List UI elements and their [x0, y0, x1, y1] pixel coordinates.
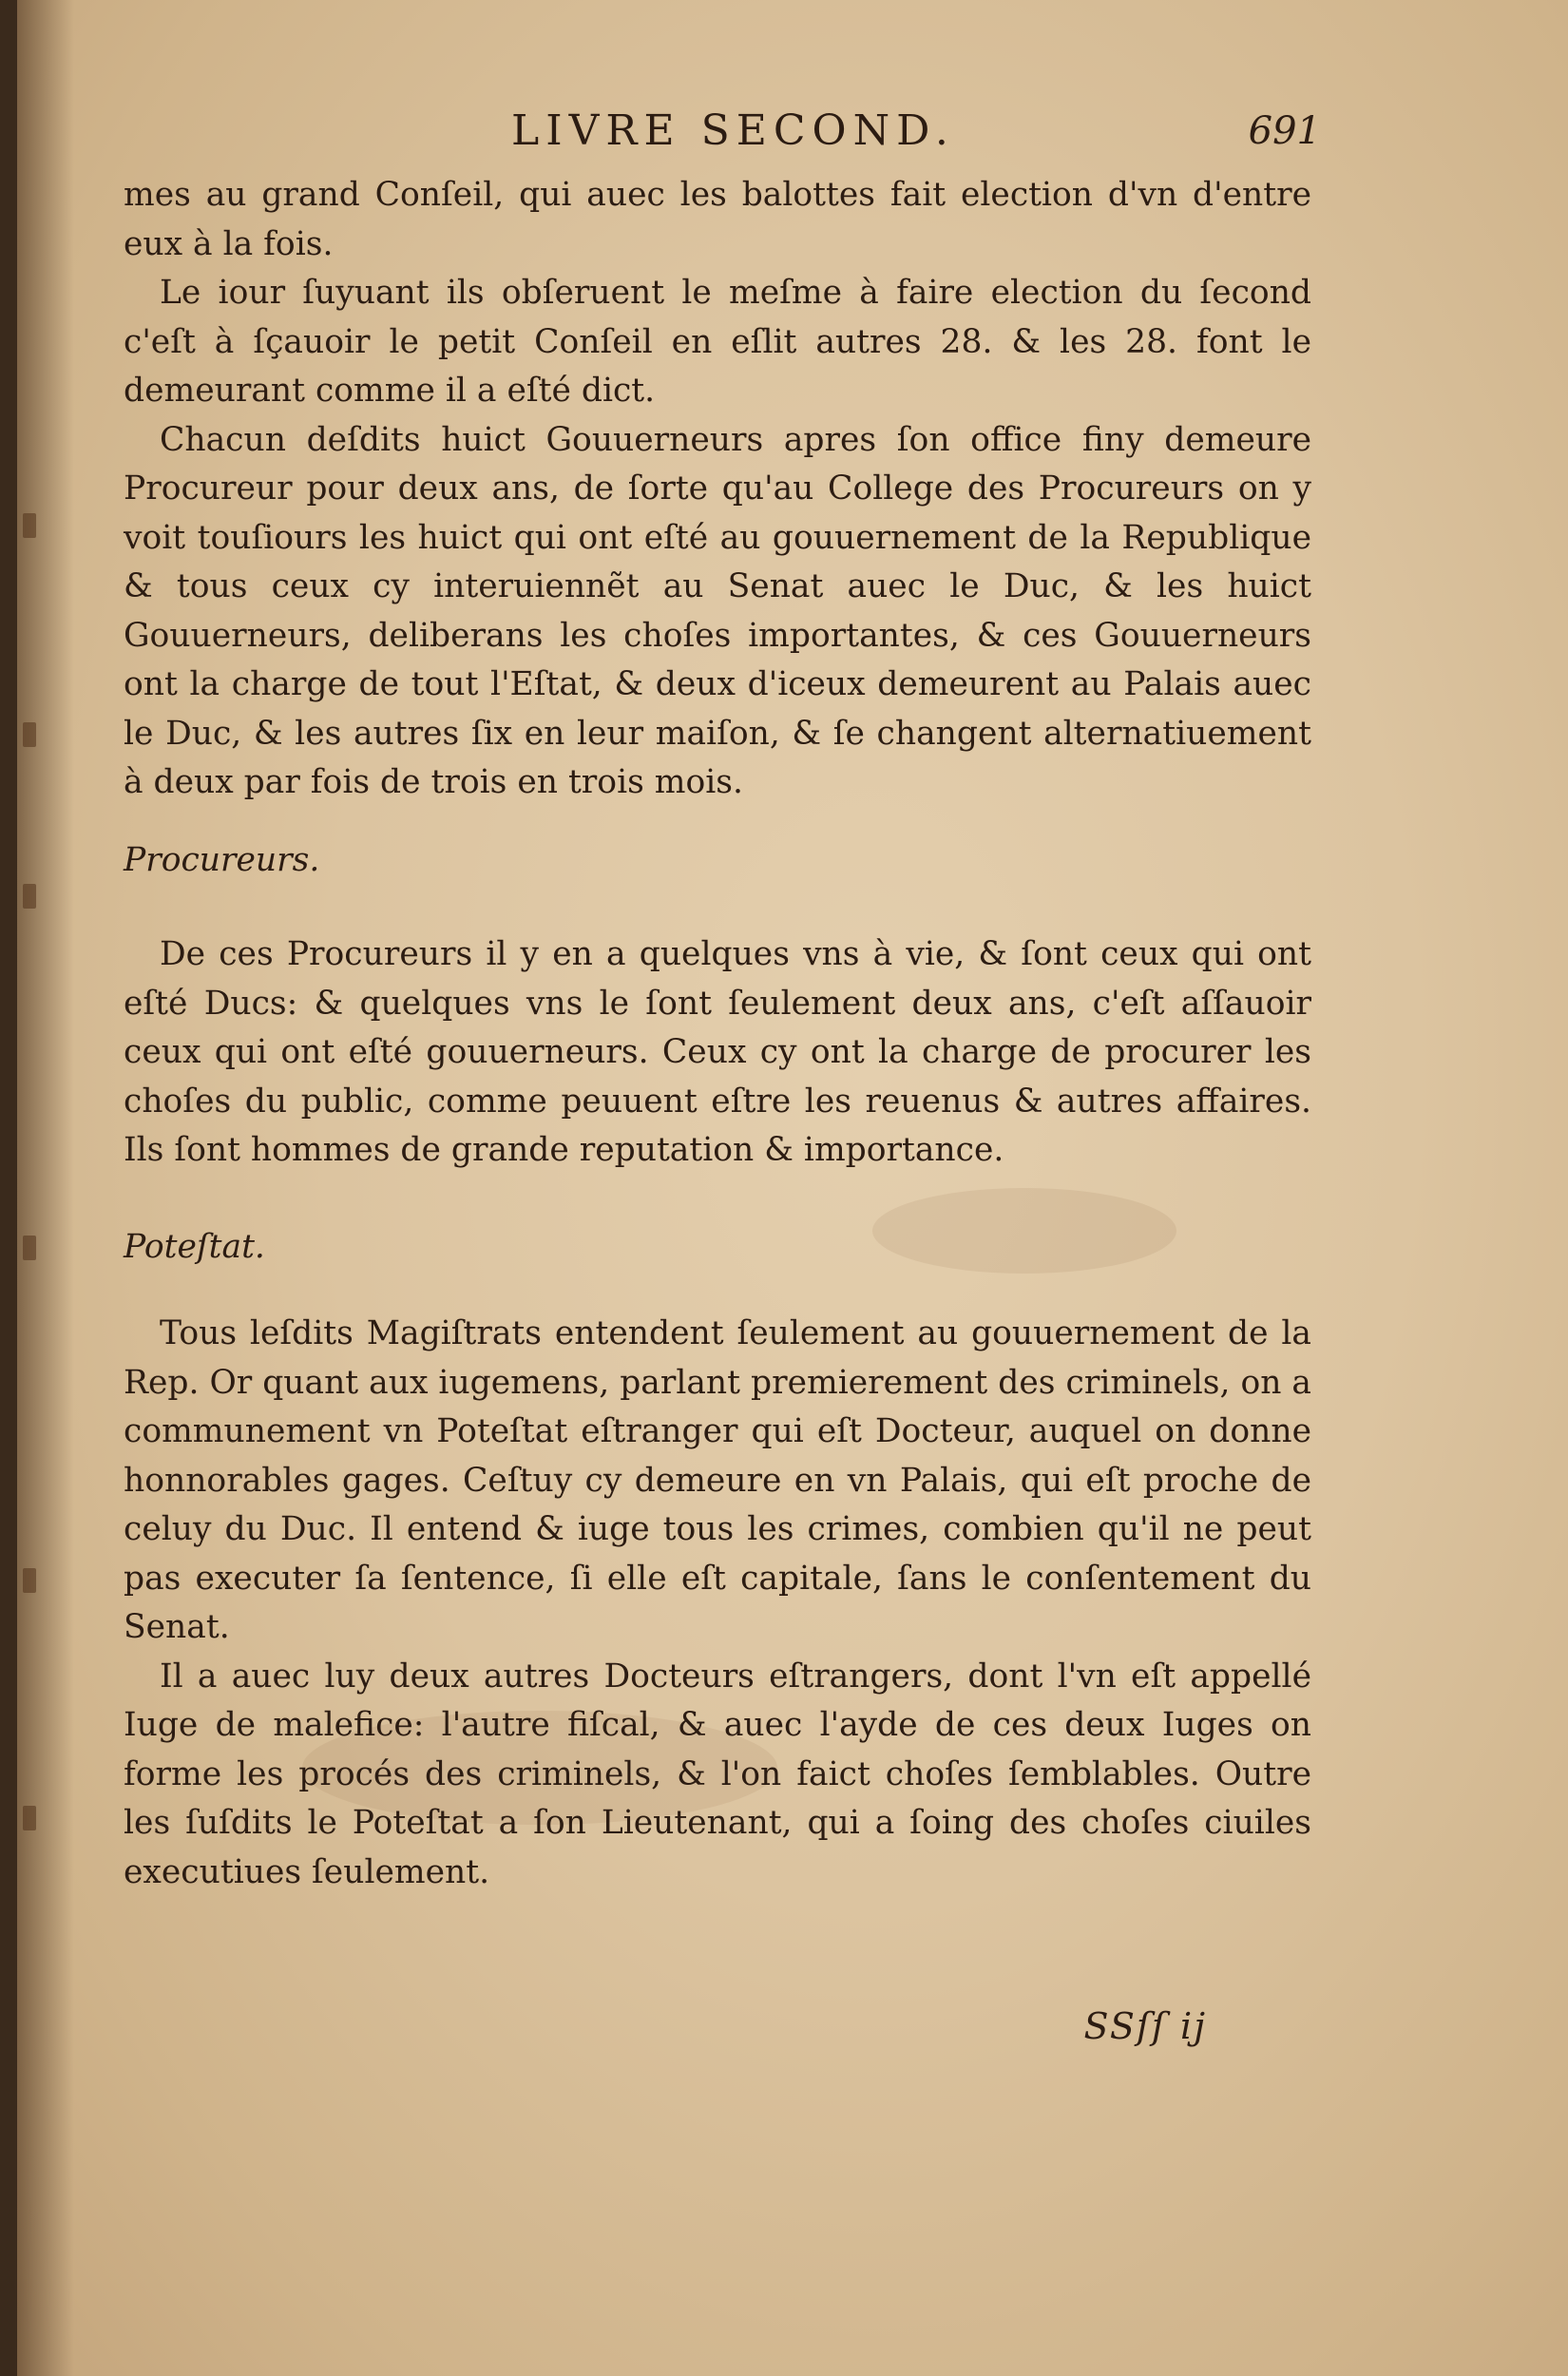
paragraph: mes au grand Conſeil, qui auec les balottes fait election d'vn d'entre eux à la fois. [124, 176, 1311, 263]
bleed-mark [23, 1806, 36, 1830]
section-heading: Procureurs. [124, 840, 320, 879]
paragraph: Il a auec luy deux autres Docteurs eſtrangers, dont l'vn eſt appellé Iuge de malefice: l'autre fiſcal, & auec l'ayde de ces deux Iuges on forme les procés des criminels, & l'on faict choſes ſemblables. Outre les ſuſdits le Poteſtat a ſon Lieutenant, qui a ſoing des choſes ciuiles executiues ſeulement. [124, 1657, 1311, 1891]
text-block [124, 171, 1311, 1897]
section-heading: Poteſtat. [124, 1227, 265, 1266]
paragraph: De ces Procureurs il y en a quelques vns à vie, & ſont ceux qui ont eſté Ducs: & quelques vns le ſont ſeulement deux ans, c'eſt aſſauoir ceux qui ont eſté gouuerneurs. Ceux cy ont la charge de procurer les choſes du public, comme peuuent eſtre les reuenus & autres affaires. Ils ſont hommes de grande reputation & importance. [124, 935, 1311, 1169]
bleed-mark [23, 513, 36, 538]
running-title: LIVRE SECOND. [511, 106, 955, 155]
page-number: 691 [1248, 109, 1321, 153]
spine-shadow [17, 0, 74, 2376]
signature-mark: SSſſ ij [1083, 2005, 1207, 2047]
book-page [17, 0, 1568, 2376]
bleed-mark [23, 722, 36, 747]
bleed-mark [23, 1236, 36, 1260]
page-header [17, 103, 1568, 160]
paragraph: Chacun deſdits huict Gouuerneurs apres ſon office finy demeure Procureur pour deux ans, de ſorte qu'au College des Procureurs on y voit touſiours les huict qui ont eſté au gouuernement de la Republique & tous ceux cy interuiennẽt au Senat auec le Duc, & les huict Gouuerneurs, deliberans les choſes importantes, & ces Gouuerneurs ont la charge de tout l'Eſtat, & deux d'iceux demeurent au Palais auec le Duc, & les autres ſix en leur maiſon, & ſe changent alternatiuement à deux par fois de trois en trois mois. [124, 420, 1311, 801]
bleed-mark [23, 884, 36, 909]
paragraph: Le iour ſuyuant ils obſeruent le meſme à faire election du ſecond c'eſt à ſçauoir le petit Conſeil en eſlit autres 28. & les 28. font le demeurant comme il a eſté dict. [124, 274, 1311, 410]
bleed-mark [23, 1568, 36, 1593]
paragraph: Tous leſdits Magiſtrats entendent ſeulement au gouuernement de la Rep. Or quant aux iugemens, parlant premierement des criminels, on a communement vn Poteſtat eſtranger qui eſt Docteur, auquel on donne honnorables gages. Ceſtuy cy demeure en vn Palais, qui eſt proche de celuy du Duc. Il entend & iuge tous les crimes, combien qu'il ne peut pas executer ſa ſentence, ſi elle eſt capitale, ſans le conſentement du Senat. [124, 1314, 1311, 1646]
